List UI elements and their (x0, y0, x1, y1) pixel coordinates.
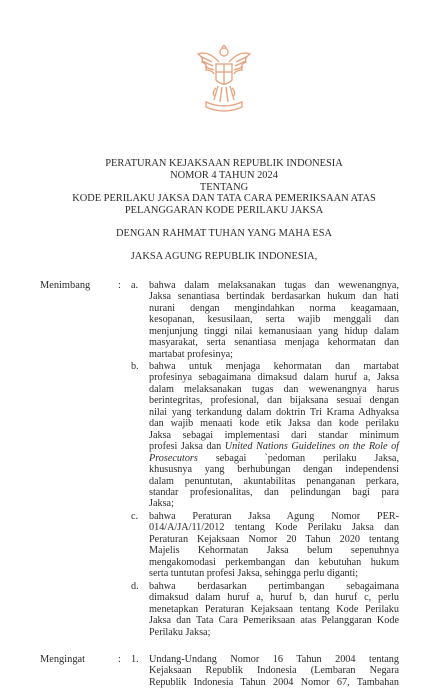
text-line: Peraturan Kejaksaan Nomor 20 Tahun 2020 tentang (149, 533, 399, 545)
menimbang-a-marker: a. (131, 280, 139, 291)
text-line: bahwa dalam melaksanakan tugas dan wewenangnya, (149, 280, 399, 291)
regulation-subject-line2: PELANGGARAN KODE PERILAKU JAKSA (124, 205, 324, 216)
menimbang-d-marker: d. (131, 581, 139, 592)
text-line: Undang-Undang Nomor 16 Tahun 2004 tentang (149, 654, 399, 665)
text-line: Kejaksaan Republik Indonesia (Lembaran Negara (149, 665, 399, 677)
mengingat-1-text (149, 654, 399, 688)
issuer: JAKSA AGUNG REPUBLIK INDONESIA, (130, 251, 318, 262)
text-line: standar profesionalitas, dan pelindungan bagi para (149, 486, 399, 498)
garuda-emblem-icon (192, 40, 256, 120)
text-line: Majelis Kehormatan Jaksa belum sepenuhnya (149, 545, 399, 557)
about-label: TENTANG (199, 182, 249, 193)
text-line: Jaksa; (149, 498, 174, 510)
menimbang-c-text (149, 511, 399, 580)
text-line: dan wajib menaati kode etik Jaksa dan kode perilaku (149, 418, 399, 430)
text-line: martabat profesinya; (149, 348, 234, 360)
text-line: nilai yang terkandung dalam doktrin Tri Krama Adhyaksa (149, 406, 399, 418)
text-line: bahwa untuk menjaga kehormatan dan martabat (149, 361, 399, 372)
text-line: dalam penuntutan, akuntabilitas penanganan perkara, (149, 475, 399, 487)
text-line: masyarakat, serta senantiasa menjaga kehormatan dan (149, 337, 399, 349)
menimbang-c-marker: c. (131, 511, 139, 522)
grace-statement: DENGAN RAHMAT TUHAN YANG MAHA ESA (116, 228, 332, 239)
text-line: Prosecutors sebagai `pedoman perilaku Jaksa, (149, 452, 399, 464)
text-line: dimaksud dalam huruf a, huruf b, dan huruf c, perlu (149, 592, 399, 604)
menimbang-label: Menimbang (40, 280, 91, 291)
text-line: dalam melaksanakan tugas dan wewenangnya harus (149, 383, 399, 395)
regulation-number: NOMOR 4 TAHUN 2024 (170, 170, 278, 181)
text-line: nurani dengan mengindahkan norma keagamaan, (149, 302, 399, 314)
menimbang-a-text (149, 280, 399, 360)
text-line: profesinya sebagaimana dimaksud dalam huruf a, Jaksa (149, 372, 399, 384)
text-line: profesi Jaksa dan United Nations Guidelines on the Role of (149, 441, 399, 453)
regulation-subject-line1: KODE PERILAKU JAKSA DAN TATA CARA PEMERIKSAAN ATAS (72, 193, 376, 204)
mengingat-1-marker: 1. (131, 654, 139, 665)
text-line: menjunjung tinggi nilai kemanusiaan yang hidup dalam (149, 325, 399, 337)
text-line: Jaksa dan Tata Cara Pemeriksaan atas Pelanggaran Kode (149, 615, 399, 627)
text-line: khususnya yang berhubungan dengan independensi (149, 464, 399, 476)
mengingat-label: Mengingat (40, 654, 86, 665)
menimbang-d-text (149, 581, 399, 638)
text-line: menetapkan Peraturan Kejaksaan tentang Kode Perilaku (149, 603, 399, 615)
menimbang-b-marker: b. (131, 361, 139, 372)
menimbang-colon: : (118, 280, 121, 291)
text-line: Jaksa sebagai implementasi dari standar minimum (149, 429, 399, 441)
menimbang-b-text (149, 361, 399, 510)
text-line: berintegritas, profesional, dan bijaksana sesuai dengan (149, 395, 399, 407)
text-line: Jaksa senantiasa bertindak berdasarkan hukum dan hati (149, 291, 399, 303)
text-line: bahwa Peraturan Jaksa Agung Nomor PER- (149, 511, 399, 522)
text-line: serta tuntutan profesi Jaksa, sehingga perlu diganti; (149, 568, 359, 580)
text-line: bahwa berdasarkan pertimbangan sebagaimana (149, 581, 399, 592)
text-line: Perilaku Jaksa; (149, 626, 211, 638)
text-line: Republik Indonesia Tahun 2004 Nomor 67, Tambahan (149, 676, 399, 688)
mengingat-colon: : (118, 654, 121, 665)
regulation-title: PERATURAN KEJAKSAAN REPUBLIK INDONESIA (105, 158, 343, 169)
text-line: kesopanan, kesusilaan, serta wajib menggali dan (149, 314, 399, 326)
text-line: mengakomodasi perkembangan dan kebutuhan hukum (149, 556, 399, 568)
text-line: 014/A/JA/11/2012 tentang Kode Perilaku Jaksa dan (149, 522, 399, 534)
